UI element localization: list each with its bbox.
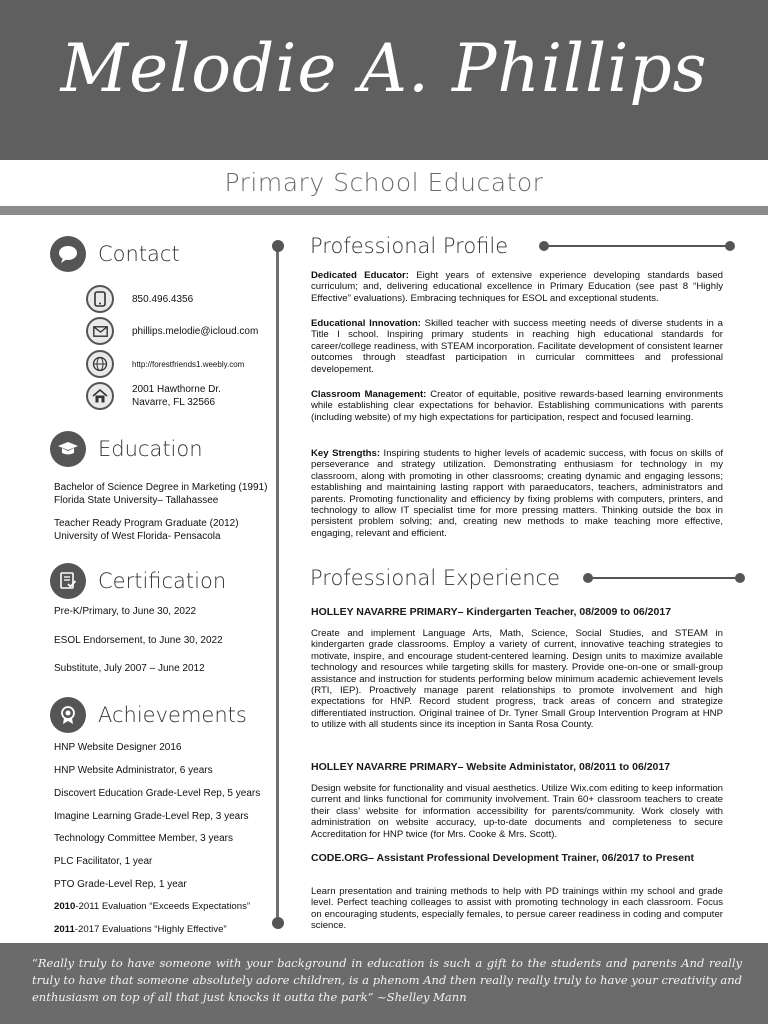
job-description: Design website for functionality and visual aesthetics. Utilize Wix.com editing to keep information current and links functional for community involvement. Train 60+ classroom teachers to create their class’ website for information accessibility for parents/community. Work closely with administration on website accuracy, up-to-date documents and completeness to secure Accreditation for HNP twice (for Mrs. Cooke & Mrs. Scott). <box>311 783 723 840</box>
education-item <box>54 518 274 543</box>
job-title: Primary School Educator <box>224 168 544 197</box>
candidate-name: Melodie A. Phillips <box>60 30 708 107</box>
experience-title: Professional Experience <box>310 566 560 590</box>
job-title-entry: HOLLEY NAVARRE PRIMARY– Kindergarten Teacher, 08/2009 to 06/2017 <box>311 606 672 618</box>
achievement-item <box>54 901 274 914</box>
award-ribbon-icon <box>50 697 86 733</box>
profile-paragraph <box>311 389 723 423</box>
achievement-item: Discovert Education Grade-Level Rep, 5 years <box>54 788 261 799</box>
graduation-cap-icon <box>50 431 86 467</box>
house-icon <box>86 382 114 410</box>
paragraph-text: Creator of equitable, positive rewards-based learning environments while establishing clear expectations for behavior. Establishing communications with parents (including website) of my high expectations for participation, respect and focused learning. <box>311 389 723 423</box>
profile-heading-rule <box>544 245 730 247</box>
paragraph-text: Eight years of extensive experience developing standards based curriculum; and, delivering educational excellence in Primary Education (see past 8 “Highly Effective” evaluations). Embracing techniques for ESOL and exceptional students. <box>311 270 723 304</box>
address-line-2: Navarre, FL 32566 <box>132 397 216 408</box>
achievements-title: Achievements <box>98 703 247 727</box>
certification-heading <box>50 563 226 599</box>
degree-name: Bachelor of Science Degree in Marketing (1991) <box>54 482 268 493</box>
evaluation-year: 2011 <box>54 924 75 935</box>
profile-heading <box>310 234 730 258</box>
website-link[interactable]: http://forestfriends1.weebly.com <box>132 359 245 369</box>
evaluation-text: -2011 Evaluation “Exceeds Expectations” <box>75 901 251 912</box>
job-description: Learn presentation and training methods to help with PD trainings within my school and grade level. Perfect teaching colleages to assist with promoting technology in each classroom. Focus on encouraging students, especially females, to persue career readiness in coding and computer science. <box>311 886 723 932</box>
achievement-item: HNP Website Designer 2016 <box>54 742 182 753</box>
achievement-item: Technology Committee Member, 3 years <box>54 833 233 844</box>
contact-title: Contact <box>98 242 180 266</box>
profile-paragraph <box>311 270 723 304</box>
job-title-entry: CODE.ORG– Assistant Professional Development Trainer, 06/2017 to Present <box>311 852 694 864</box>
paragraph-text: Inspiring students to higher levels of academic success, with focus on skills of perseverance and strategy utilization. Demonstrating enthusiasm for technology in my classroom, along with promoting in other classrooms; creating dynamic and engaging lessons; establishing and maintaining lasting rapport with paraeducators, teachers, administrators and parents. Promoting functionality and efficiency by fixing problems with computers, printers, and technology to allow IT specialist time for more pressing matters. Thinking outside the box in persistent problem solving; and, creating new methods to make teaching more effective, engaging, relevant and efficient. <box>311 448 723 539</box>
education-item <box>54 482 274 507</box>
achievement-item <box>54 924 274 937</box>
degree-name: Teacher Ready Program Graduate (2012) <box>54 518 239 529</box>
globe-icon <box>86 350 114 378</box>
contact-heading <box>50 236 180 272</box>
paragraph-label: Educational Innovation: <box>311 318 421 329</box>
job-description: Create and implement Language Arts, Math, Science, Social Studies, and STEAM in kindergarten grade classrooms. Employ a variety of current, innovative teaching strategies to motivate, inspire, and encourage student-centered learning. Design units to maximize available technology and resources while targeting skills for mastery. Provide one-on-one or small-group assistance and instruction for students performing below minimum academic achievement levels (RTI, IEP). Proactively manage parent relationships to promote involvement and high expectations for HNP. Record student progress, track areas of concern and strategize differentiated instruction. Original trainee of Dr. Tyner Small Group Intervention Program at HNP to utilize with all students since its inception in Santa Rosa County. <box>311 628 723 731</box>
experience-heading <box>310 566 740 590</box>
contact-email-row <box>86 317 258 345</box>
achievement-item: PLC Facilitator, 1 year <box>54 856 153 867</box>
contact-website-row <box>86 350 244 378</box>
phone-icon <box>86 285 114 313</box>
postal-address <box>132 383 221 409</box>
certificate-icon <box>50 563 86 599</box>
job-title-entry: HOLLEY NAVARRE PRIMARY– Website Administator, 08/2011 to 06/2017 <box>311 761 671 773</box>
contact-phone-row <box>86 285 193 313</box>
achievement-item: PTO Grade-Level Rep, 1 year <box>54 879 187 890</box>
address-line-1: 2001 Hawthorne Dr. <box>132 384 221 395</box>
experience-heading-rule <box>588 577 740 579</box>
divider-top-dot <box>272 240 284 252</box>
paragraph-text: Skilled teacher with success meeting needs of diverse students in a Title I school. Inspiring primary students in reaching high educational standards for career/college readiness, with STEAM incorporation. Facilitate development of consistent learner outcomes through steadfast participation in curricular committees and professional developement. <box>311 318 723 375</box>
paragraph-label: Dedicated Educator: <box>311 270 409 281</box>
certification-item: Substitute, July 2007 – June 2012 <box>54 663 205 674</box>
contact-address-row <box>86 382 221 410</box>
certification-item: ESOL Endorsement, to June 30, 2022 <box>54 635 223 646</box>
speech-bubble-icon <box>50 236 86 272</box>
header-stripe <box>0 206 768 215</box>
phone-number[interactable]: 850.496.4356 <box>132 293 194 305</box>
institution-name: Florida State University– Tallahassee <box>54 494 219 506</box>
achievements-heading <box>50 697 247 733</box>
paragraph-label: Key Strengths: <box>311 448 381 459</box>
achievement-item: HNP Website Administrator, 6 years <box>54 765 213 776</box>
evaluation-year: 2010 <box>54 901 76 912</box>
paragraph-label: Classroom Management: <box>311 389 427 400</box>
institution-name: University of West Florida- Pensacola <box>54 530 221 542</box>
email-address[interactable]: phillips.melodie@icloud.com <box>132 325 259 337</box>
profile-paragraph <box>311 318 723 375</box>
profile-title: Professional Profile <box>310 234 509 258</box>
education-heading <box>50 431 203 467</box>
column-divider <box>276 245 279 923</box>
envelope-icon <box>86 317 114 345</box>
profile-paragraph <box>311 448 723 539</box>
certification-item: Pre-K/Primary, to June 30, 2022 <box>54 606 197 617</box>
evaluation-text: -2017 Evaluations “Highly Effective” <box>74 924 227 935</box>
testimonial-quote: “Really truly to have someone with your background in education is such a gift to the students and parents And really truly to have that someone absolutely adore children, is a phenom And then really really truly to have your creativity and enthusiasm on top of all that just knocks it outta the park” ~Shelley Mann <box>32 956 742 1004</box>
achievement-item: Imagine Learning Grade-Level Rep, 3 years <box>54 811 249 822</box>
certification-title: Certification <box>98 569 227 593</box>
education-title: Education <box>98 437 203 461</box>
